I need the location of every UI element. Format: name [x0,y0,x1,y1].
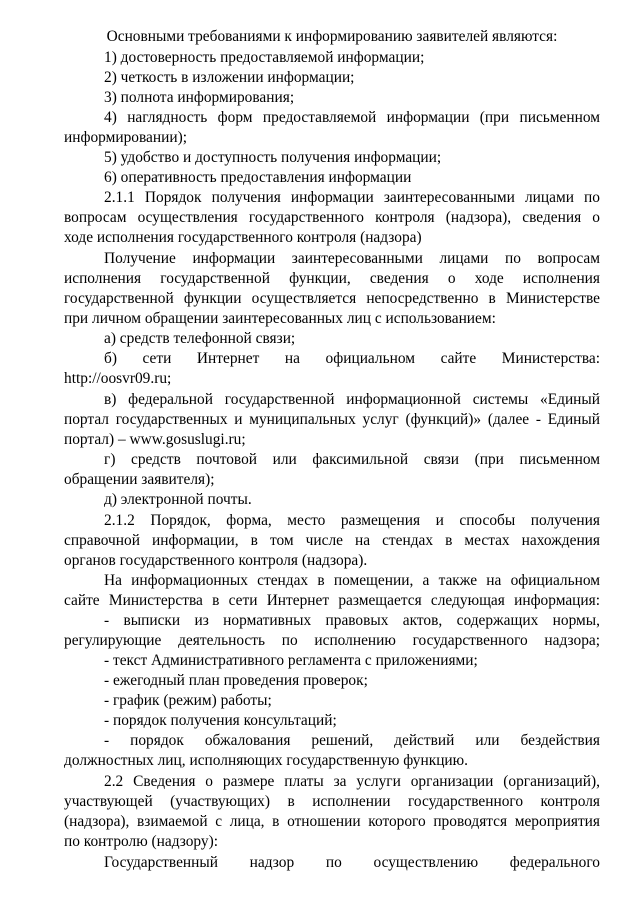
list-item-continuation: обращении заявителя); [64,471,215,488]
paragraph-info-stands: На информационных стендах в помещении, а также на официальном [104,572,600,589]
list-item-continuation: информировании); [64,129,187,146]
list-item: д) электронной почты. [104,491,252,508]
list-item: - порядок получения консультаций; [104,712,337,729]
section-heading-2-2: 2.2 Сведения о размере платы за услуги организации (организаций), [104,773,600,790]
list-item: г) средств почтовой или факсимильной связи (при письменном [104,451,600,468]
section-heading-2-1-1-line: вопросам осуществления государственного контроля (надзора), сведения о [64,209,600,226]
section-heading-2-2-line: участвующей (участвующих) в исполнении государственного контроля [64,793,600,810]
list-item-continuation: портал государственных и муниципальных услуг (функций)» (далее - Единый [64,411,600,428]
section-heading-2-1-2-line: органов государственного контроля (надзора). [64,552,368,569]
list-item: 5) удобство и доступность получения информации; [104,149,442,166]
paragraph-info-receipt-line: государственной функции осуществляется непосредственно в Министерстве [64,290,600,307]
paragraph-info-receipt: Получение информации заинтересованными лицами по вопросам [104,250,600,267]
list-item: 1) достоверность предоставляемой информации; [104,49,425,66]
section-heading-2-2-line: (надзора), взимаемой с лица, в отношении которого проводятся мероприятия [64,813,600,830]
paragraph-requirements-intro: Основными требованиями к информированию заявителей являются: [106,28,558,45]
list-item: а) средств телефонной связи; [104,330,296,347]
list-item: - ежегодный план проведения проверок; [104,672,368,689]
paragraph-info-stands-line: сайте Министерства в сети Интернет размещается следующая информация: [64,592,600,609]
list-item-continuation: портал) – www.gosuslugi.ru; [64,431,246,448]
list-item: б) сети Интернет на официальном сайте Министерства: [104,350,600,367]
list-item: - текст Административного регламента с приложениями; [104,652,478,669]
section-heading-2-1-2: 2.1.2 Порядок, форма, место размещения и способы получения [104,512,600,529]
paragraph-state-supervision: Государственный надзор по осуществлению федерального [104,854,600,871]
section-heading-2-1-1-line: ходе исполнения государственного контроля (надзора) [64,229,422,246]
list-item: 4) наглядность форм предоставляемой информации (при письменном [104,109,600,126]
section-heading-2-1-1: 2.1.1 Порядок получения информации заинтересованными лицами по [104,189,600,206]
section-heading-2-2-line: по контролю (надзору): [64,833,219,850]
list-item: - порядок обжалования решений, действий или бездействия [104,732,600,749]
list-item: 2) четкость в изложении информации; [104,69,355,86]
list-item-continuation: должностных лиц, исполняющих государственную функцию. [64,752,469,769]
list-item: 3) полнота информирования; [104,89,295,106]
list-item: - выписки из нормативных правовых актов, содержащих нормы, [104,612,600,629]
section-heading-2-1-2-line: справочной информации, в том числе на стендах в местах нахождения [64,532,600,549]
list-item-continuation: http://oosvr09.ru; [64,370,172,387]
list-item: - график (режим) работы; [104,692,272,709]
list-item-continuation: регулирующие деятельность по исполнению государственного надзора; [64,632,600,649]
paragraph-info-receipt-line: при личном обращении заинтересованных лиц с использованием: [64,310,496,327]
list-item: в) федеральной государственной информационной системы «Единый [104,391,600,408]
paragraph-info-receipt-line: исполнения государственной функции, сведения о ходе исполнения [64,270,600,287]
list-item: 6) оперативность предоставления информации [104,169,412,186]
